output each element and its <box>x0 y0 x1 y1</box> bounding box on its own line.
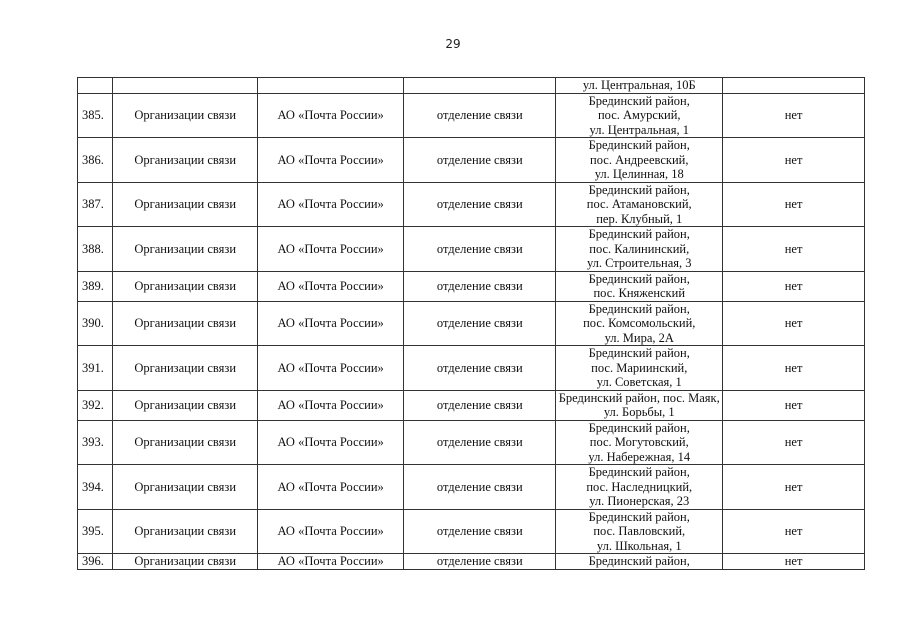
address-line: Брединский район, <box>588 465 690 479</box>
organization-cell: АО «Почта России» <box>258 390 404 420</box>
value-cell: нет <box>723 390 865 420</box>
row-number-cell: 387. <box>78 182 113 227</box>
facility-type-cell: отделение связи <box>404 93 556 138</box>
address-line: Брединский район, пос. Маяк, <box>558 390 720 405</box>
address-line: ул. Набережная, 14 <box>588 449 691 464</box>
category-cell: Организации связи <box>113 465 258 510</box>
organization-cell: АО «Почта России» <box>258 420 404 465</box>
value-cell: нет <box>723 465 865 510</box>
facility-type-cell: отделение связи <box>404 271 556 301</box>
address-line: Брединский район, <box>588 227 690 241</box>
address-cell <box>556 390 723 420</box>
organization-cell: АО «Почта России» <box>258 301 404 346</box>
address-line: ул. Целинная, 18 <box>594 167 684 181</box>
address-line: пос. Калининский, <box>589 241 690 256</box>
address-line: пос. Мариинский, <box>591 360 688 375</box>
row-number-cell: 394. <box>78 465 113 510</box>
table-row <box>78 346 865 391</box>
facility-type-cell: отделение связи <box>404 182 556 227</box>
address-cell <box>556 93 723 138</box>
value-cell: нет <box>723 346 865 391</box>
facility-type-cell: отделение связи <box>404 301 556 346</box>
address-cell <box>556 465 723 510</box>
row-number-cell: 396. <box>78 554 113 570</box>
address-cell <box>556 420 723 465</box>
category-cell: Организации связи <box>113 301 258 346</box>
row-number-cell: 392. <box>78 390 113 420</box>
organization-cell: АО «Почта России» <box>258 93 404 138</box>
table-row <box>78 420 865 465</box>
value-cell: нет <box>723 227 865 272</box>
address-line: пос. Наследницкий, <box>586 479 693 494</box>
value-cell <box>723 78 865 94</box>
address-cell <box>556 271 723 301</box>
value-cell: нет <box>723 509 865 554</box>
table-row <box>78 93 865 138</box>
row-number-cell <box>78 78 113 94</box>
table-row <box>78 138 865 183</box>
category-cell: Организации связи <box>113 509 258 554</box>
value-cell: нет <box>723 420 865 465</box>
address-line: пос. Андреевский, <box>590 152 689 167</box>
address-line: пос. Княженский <box>593 286 686 300</box>
table-row <box>78 390 865 420</box>
address-cell <box>556 301 723 346</box>
address-cell <box>556 182 723 227</box>
value-cell: нет <box>723 182 865 227</box>
facility-type-cell: отделение связи <box>404 138 556 183</box>
category-cell: Организации связи <box>113 93 258 138</box>
address-line: Брединский район, <box>588 554 690 568</box>
address-line: пер. Клубный, 1 <box>596 211 683 226</box>
address-line: ул. Пионерская, 23 <box>589 494 690 508</box>
document-table <box>77 77 865 570</box>
address-line: пос. Комсомольский, <box>583 316 696 330</box>
row-number-cell: 385. <box>78 93 113 138</box>
address-cell <box>556 346 723 391</box>
table-row <box>78 182 865 227</box>
category-cell: Организации связи <box>113 182 258 227</box>
address-line: Брединский район, <box>588 509 690 524</box>
row-number-cell: 391. <box>78 346 113 391</box>
organization-cell: АО «Почта России» <box>258 346 404 391</box>
facility-type-cell <box>404 78 556 94</box>
facility-type-cell: отделение связи <box>404 420 556 465</box>
category-cell: Организации связи <box>113 271 258 301</box>
address-line: ул. Борьбы, 1 <box>603 405 675 419</box>
table-row <box>78 271 865 301</box>
address-line: ул. Советская, 1 <box>596 375 682 389</box>
address-line: пос. Амурский, <box>597 108 681 122</box>
page-number: 29 <box>445 37 461 51</box>
organization-cell: АО «Почта России» <box>258 227 404 272</box>
value-cell: нет <box>723 93 865 138</box>
value-cell: нет <box>723 271 865 301</box>
row-number-cell: 393. <box>78 420 113 465</box>
category-cell: Организации связи <box>113 420 258 465</box>
organization-cell <box>258 78 404 94</box>
table-row <box>78 301 865 346</box>
address-cell <box>556 554 723 570</box>
table-row <box>78 227 865 272</box>
address-line: Брединский район, <box>588 301 690 316</box>
address-cell <box>556 509 723 554</box>
table-row <box>78 465 865 510</box>
category-cell: Организации связи <box>113 138 258 183</box>
address-line: пос. Атамановский, <box>586 197 692 211</box>
category-cell: Организации связи <box>113 554 258 570</box>
address-line: ул. Центральная, 10Б <box>582 78 696 92</box>
row-number-cell: 388. <box>78 227 113 272</box>
address-line: пос. Павловский, <box>593 524 686 538</box>
facility-type-cell: отделение связи <box>404 227 556 272</box>
facility-type-cell: отделение связи <box>404 509 556 554</box>
category-cell <box>113 78 258 94</box>
category-cell: Организации связи <box>113 346 258 391</box>
row-number-cell: 389. <box>78 271 113 301</box>
organization-cell: АО «Почта России» <box>258 465 404 510</box>
address-line: Брединский район, <box>588 182 690 197</box>
address-line: Брединский район, <box>588 346 690 360</box>
value-cell: нет <box>723 301 865 346</box>
table-row <box>78 78 865 94</box>
organization-cell: АО «Почта России» <box>258 138 404 183</box>
address-cell <box>556 78 723 94</box>
table-body <box>78 78 865 570</box>
address-line: ул. Строительная, 3 <box>586 256 692 270</box>
category-cell: Организации связи <box>113 227 258 272</box>
address-line: ул. Школьная, 1 <box>596 538 682 553</box>
address-cell <box>556 138 723 183</box>
address-line: пос. Могутовский, <box>589 435 689 449</box>
row-number-cell: 390. <box>78 301 113 346</box>
facility-type-cell: отделение связи <box>404 554 556 570</box>
value-cell: нет <box>723 554 865 570</box>
table-row <box>78 554 865 570</box>
table-row <box>78 509 865 554</box>
facility-type-cell: отделение связи <box>404 390 556 420</box>
row-number-cell: 395. <box>78 509 113 554</box>
address-line: ул. Центральная, 1 <box>589 122 689 137</box>
address-line: Брединский район, <box>588 420 690 435</box>
value-cell: нет <box>723 138 865 183</box>
address-line: Брединский район, <box>588 93 690 108</box>
address-line: Брединский район, <box>588 138 690 152</box>
organization-cell: АО «Почта России» <box>258 271 404 301</box>
category-cell: Организации связи <box>113 390 258 420</box>
address-line: Брединский район, <box>588 271 690 286</box>
facility-type-cell: отделение связи <box>404 346 556 391</box>
address-line: ул. Мира, 2А <box>604 330 674 345</box>
organization-cell: АО «Почта России» <box>258 182 404 227</box>
row-number-cell: 386. <box>78 138 113 183</box>
organization-cell: АО «Почта России» <box>258 509 404 554</box>
organization-cell: АО «Почта России» <box>258 554 404 570</box>
address-cell <box>556 227 723 272</box>
facility-type-cell: отделение связи <box>404 465 556 510</box>
